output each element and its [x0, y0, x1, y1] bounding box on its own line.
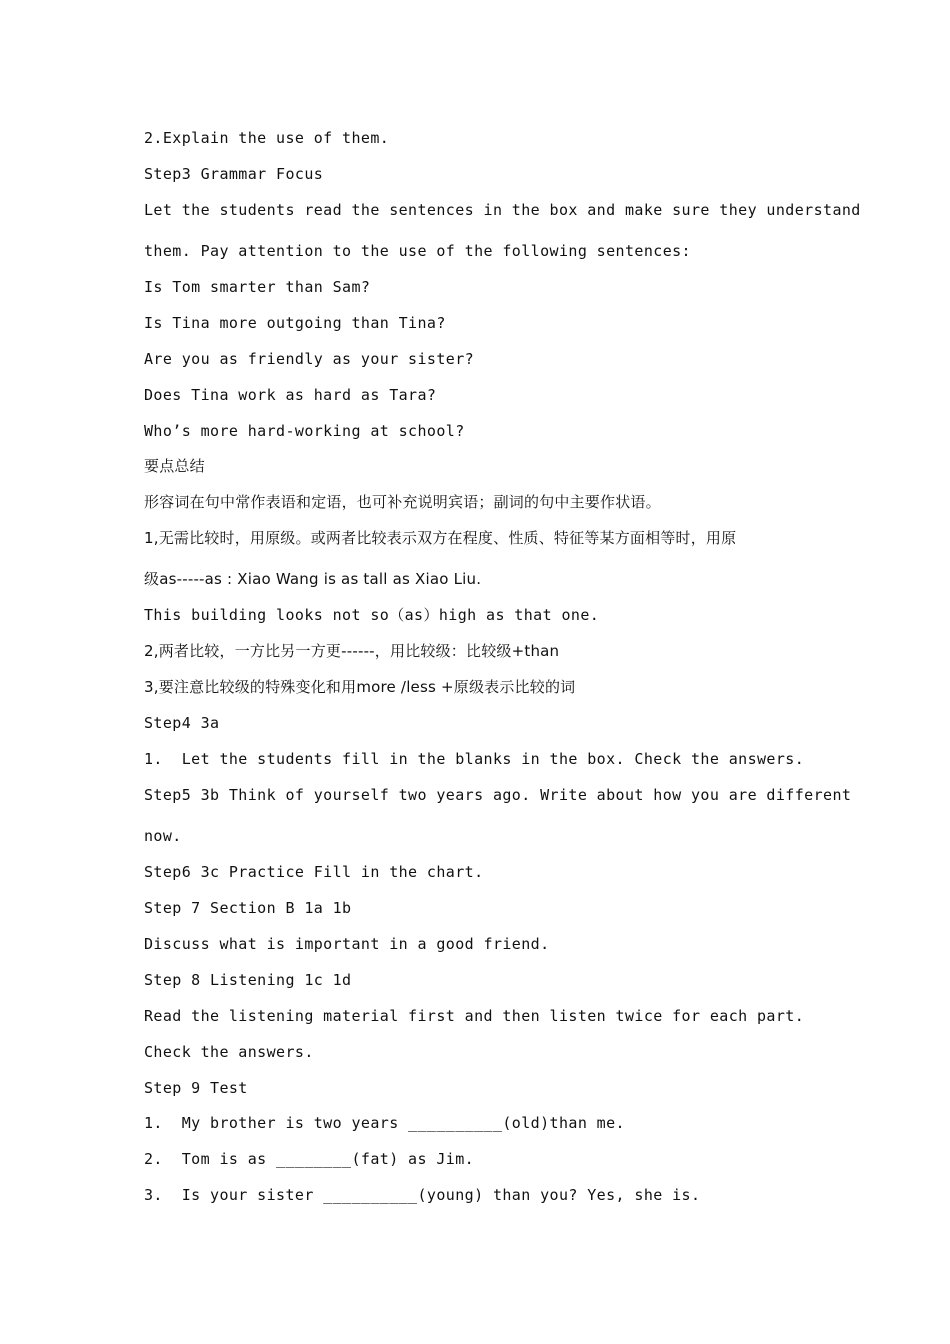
step5-heading: Step5 3b Think of yourself two years ago. Write about how you are different — [144, 786, 852, 804]
step5-continuation: now. — [144, 827, 182, 845]
step4-heading: Step4 3a — [144, 714, 220, 732]
example-sentence: Are you as friendly as your sister? — [144, 350, 475, 368]
summary-line: 3,要注意比较级的特殊变化和用more /less +原级表示比较的词 — [144, 678, 576, 696]
step8-item: Check the answers. — [144, 1043, 314, 1061]
paragraph-line: them. Pay attention to the use of the following sentences: — [144, 242, 691, 260]
summary-line: 2,两者比较，一方比另一方更------，用比较级：比较级+than — [144, 642, 560, 660]
test-question: 3. Is your sister __________(young) than you? Yes, she is. — [144, 1186, 701, 1204]
step7-item: Discuss what is important in a good friend. — [144, 935, 550, 953]
example-sentence: Is Tina more outgoing than Tina? — [144, 314, 446, 332]
example-sentence: Who’s more hard-working at school? — [144, 422, 465, 440]
example-sentence: Is Tom smarter than Sam? — [144, 278, 371, 296]
step3-heading: Step3 Grammar Focus — [144, 165, 324, 183]
step7-heading: Step 7 Section B 1a 1b — [144, 899, 352, 917]
example-sentence: Does Tina work as hard as Tara? — [144, 386, 437, 404]
step2-item-explain: 2.Explain the use of them. — [144, 129, 390, 147]
summary-line: This building looks not so（as）high as that one. — [144, 606, 600, 624]
test-question: 1. My brother is two years __________(old)than me. — [144, 1114, 625, 1132]
step8-heading: Step 8 Listening 1c 1d — [144, 971, 352, 989]
step8-item: Read the listening material first and then listen twice for each part. — [144, 1007, 805, 1025]
summary-line: 级as-----as : Xiao Wang is as tall as Xiao Liu. — [144, 570, 482, 588]
summary-line: 形容词在句中常作表语和定语，也可补充说明宾语；副词的句中主要作状语。 — [144, 493, 661, 511]
paragraph-line: Let the students read the sentences in the box and make sure they understand — [144, 201, 861, 219]
step4-item: 1. Let the students fill in the blanks in the box. Check the answers. — [144, 750, 805, 768]
summary-heading: 要点总结 — [144, 457, 205, 475]
step6-heading: Step6 3c Practice Fill in the chart. — [144, 863, 484, 881]
test-question: 2. Tom is as ________(fat) as Jim. — [144, 1150, 475, 1168]
step9-heading: Step 9 Test — [144, 1079, 248, 1097]
summary-line: 1,无需比较时，用原级。或两者比较表示双方在程度、性质、特征等某方面相等时，用原 — [144, 529, 737, 547]
